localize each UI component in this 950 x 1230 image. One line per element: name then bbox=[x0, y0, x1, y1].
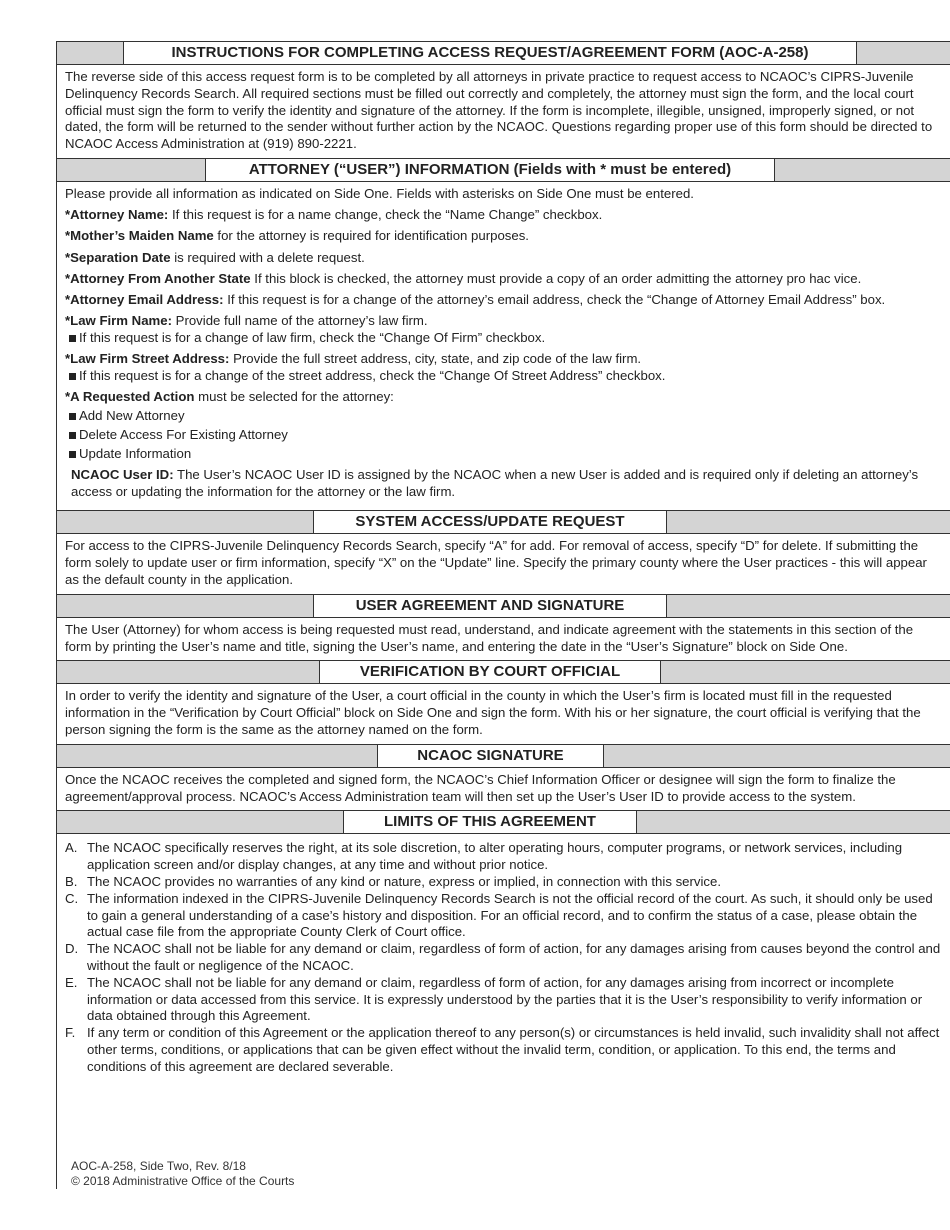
attorney-field-text: is required with a delete request. bbox=[170, 249, 365, 265]
attorney-field-bullet: If this request is for a change of law firm, check the “Change Of Firm” checkbox. bbox=[65, 330, 943, 347]
attorney-info-header-bar bbox=[57, 158, 950, 182]
attorney-field-label: *Separation Date bbox=[65, 249, 171, 265]
user-agreement-header-bar bbox=[57, 594, 950, 618]
ncaoc-signature-title: NCAOC SIGNATURE bbox=[377, 745, 604, 767]
attorney-field-item bbox=[65, 228, 943, 245]
footer bbox=[71, 1159, 294, 1189]
limits-header-bar bbox=[57, 810, 950, 834]
attorney-field-line bbox=[65, 207, 943, 224]
limit-letter: C. bbox=[65, 890, 79, 906]
limit-text: The NCAOC specifically reserves the right, at its sole discretion, to alter operating hours, computer programs, or network services, including application screen and/or display changes, at any time and without prior notice. bbox=[87, 840, 903, 873]
limits-list bbox=[57, 834, 950, 1080]
attorney-field-line bbox=[65, 250, 943, 267]
system-access-title: SYSTEM ACCESS/UPDATE REQUEST bbox=[313, 511, 667, 533]
attorney-field-item bbox=[65, 271, 943, 288]
attorney-field-text: If this request is for a name change, check the “Name Change” checkbox. bbox=[168, 207, 603, 223]
attorney-field-item bbox=[65, 351, 943, 385]
attorney-field-label: *Mother’s Maiden Name bbox=[65, 228, 214, 244]
user-id-note bbox=[65, 467, 943, 501]
limit-text: The information indexed in the CIPRS-Juvenile Delinquency Records Search is not the official record of the court. As such, it should only be used to gain a general understanding of a case’s history and disposition. For an official record, and to confirm the status of a case, please obtain the actual case file from the appropriate County Clerk of Court office. bbox=[87, 890, 933, 940]
verification-header-bar bbox=[57, 660, 950, 684]
attorney-field-list bbox=[65, 207, 943, 385]
attorney-intro: Please provide all information as indicated on Side One. Fields with asterisks on Side One must be entered. bbox=[65, 185, 694, 201]
attorney-field-line bbox=[65, 313, 943, 330]
attorney-field-label: *Attorney From Another State bbox=[65, 270, 251, 286]
attorney-field-item bbox=[65, 207, 943, 224]
attorney-field-label: *Attorney Name: bbox=[65, 207, 169, 223]
verification-title: VERIFICATION BY COURT OFFICIAL bbox=[319, 661, 661, 683]
attorney-field-label: *Law Firm Name: bbox=[65, 313, 172, 329]
user-agreement-body bbox=[57, 618, 950, 661]
instructions-title: INSTRUCTIONS FOR COMPLETING ACCESS REQUEST/AGREEMENT FORM (AOC-A-258) bbox=[123, 42, 857, 64]
instructions-text: The reverse side of this access request form is to be completed by all attorneys in private practice to request access to NCAOC’s CIPRS-Juvenile Delinquency Records Search. All required sections must be filled out correctly and completely, the attorney must sign the form, and the local court official must sign the form to verify the identity and signature of the attorney. If the form is incomplete, illegible, unsigned, improperly signed, or not dated, the form will be returned to the sender without further action by the NCAOC. Questions regarding proper use of this form should be directed to NCAOC Access Administration at (919) 890-2221. bbox=[65, 69, 933, 152]
ncaoc-signature-header-bar bbox=[57, 744, 950, 768]
limit-item bbox=[65, 874, 943, 891]
limit-text: The NCAOC shall not be liable for any demand or claim, regardless of form of action, for any damages arising from incorrect or incomplete information or data accessed from this service. It is expressly understood by the parties that it is the User’s responsibility to verify information or data obtained through this Agreement. bbox=[87, 974, 923, 1024]
ncaoc-signature-text: Once the NCAOC receives the completed and signed form, the NCAOC’s Chief Information Officer or designee will sign the form to finalize the agreement/approval process. NCAOC’s Access Administration team will then set up the User’s User ID to provide access to the system. bbox=[65, 771, 896, 804]
system-access-text: For access to the CIPRS-Juvenile Delinquency Records Search, specify “A” for add. For removal of access, specify “D” for delete. If submitting the form solely to update user or firm information, specify “X” on the “Update” line. Specify the primary county where the User practices - this will appear as the default county in the application. bbox=[65, 538, 927, 588]
verification-body bbox=[57, 684, 950, 743]
limit-item bbox=[65, 840, 943, 874]
attorney-field-text: If this block is checked, the attorney must provide a copy of an order admitting the attorney pro hac vice. bbox=[250, 270, 862, 286]
attorney-info-body bbox=[57, 182, 950, 510]
attorney-field-item bbox=[65, 250, 943, 267]
user-id-text: The User’s NCAOC User ID is assigned by the NCAOC when a new User is added and is required only if deleting an attorney’s access or updating the information for the attorney or the law firm. bbox=[71, 467, 919, 500]
attorney-field-line bbox=[65, 228, 943, 245]
limit-item bbox=[65, 941, 943, 975]
requested-action bbox=[65, 389, 943, 463]
attorney-field-text: for the attorney is required for identification purposes. bbox=[213, 228, 529, 244]
attorney-field-line bbox=[65, 271, 943, 288]
limit-item bbox=[65, 891, 943, 941]
attorney-field-line bbox=[65, 351, 943, 368]
ncaoc-signature-body bbox=[57, 768, 950, 811]
attorney-field-line bbox=[65, 292, 943, 309]
user-agreement-text: The User (Attorney) for whom access is being requested must read, understand, and indicate agreement with the statements in this section of the form by printing the User’s name and title, signing the User’s name, and entering the date in the “User’s Signature” block on Side One. bbox=[65, 621, 914, 654]
limits-title: LIMITS OF THIS AGREEMENT bbox=[343, 811, 637, 833]
attorney-field-text: Provide full name of the attorney’s law firm. bbox=[172, 313, 428, 329]
requested-action-label: *A Requested Action bbox=[65, 389, 195, 405]
requested-action-text: must be selected for the attorney: bbox=[194, 389, 394, 405]
user-id-label: NCAOC User ID: bbox=[71, 467, 174, 483]
limit-letter: E. bbox=[65, 974, 78, 990]
limit-text: If any term or condition of this Agreement or the application thereof to any person(s) or circumstances is held invalid, such invalidity shall not affect other terms, conditions, or applications that can be given effect without the invalid term, condition, or application. To this end, the terms and conditions of this agreement are declared severable. bbox=[87, 1025, 940, 1074]
attorney-field-text: Provide the full street address, city, state, and zip code of the law firm. bbox=[229, 351, 642, 367]
verification-text: In order to verify the identity and signature of the User, a court official in the county in which the User’s firm is located must fill in the requested information in the “Verification by Court Official” block on Side One and sign the form. With his or her signature, the court official is verifying that the person signing the form is the same as the attorney named on the form. bbox=[65, 688, 921, 737]
footer-form-id: AOC-A-258, Side Two, Rev. 8/18 bbox=[71, 1159, 246, 1173]
form-page bbox=[56, 41, 950, 1189]
attorney-field-item bbox=[65, 313, 943, 347]
limit-item bbox=[65, 975, 943, 1025]
attorney-field-item bbox=[65, 292, 943, 309]
limit-letter: F. bbox=[65, 1025, 76, 1041]
limit-text: The NCAOC shall not be liable for any demand or claim, regardless of form of action, for any damages arising from causes beyond the control and without the fault or negligence of the NCAOC. bbox=[87, 941, 941, 973]
limit-letter: B. bbox=[65, 873, 78, 889]
attorney-field-label: *Attorney Email Address: bbox=[65, 291, 224, 307]
requested-action-option: Add New Attorney bbox=[65, 408, 943, 425]
attorney-field-label: *Law Firm Street Address: bbox=[65, 351, 230, 367]
system-access-header-bar bbox=[57, 510, 950, 534]
limit-text: The NCAOC provides no warranties of any kind or nature, express or implied, in connection with this service. bbox=[87, 873, 722, 889]
limit-letter: D. bbox=[65, 941, 79, 957]
system-access-body bbox=[57, 534, 950, 593]
attorney-field-bullet: If this request is for a change of the street address, check the “Change Of Street Address” checkbox. bbox=[65, 368, 943, 385]
instructions-header-bar bbox=[57, 41, 950, 65]
user-agreement-title: USER AGREEMENT AND SIGNATURE bbox=[313, 595, 667, 617]
attorney-info-title: ATTORNEY (“USER”) INFORMATION (Fields with * must be entered) bbox=[205, 159, 775, 181]
requested-action-option: Delete Access For Existing Attorney bbox=[65, 427, 943, 444]
requested-action-option: Update Information bbox=[65, 446, 943, 463]
limit-letter: A. bbox=[65, 840, 78, 856]
attorney-field-text: If this request is for a change of the attorney’s email address, check the “Change of Attorney Email Address” box. bbox=[223, 291, 886, 307]
instructions-body bbox=[57, 65, 950, 158]
footer-copyright: © 2018 Administrative Office of the Courts bbox=[71, 1174, 295, 1188]
limit-item bbox=[65, 1025, 943, 1075]
